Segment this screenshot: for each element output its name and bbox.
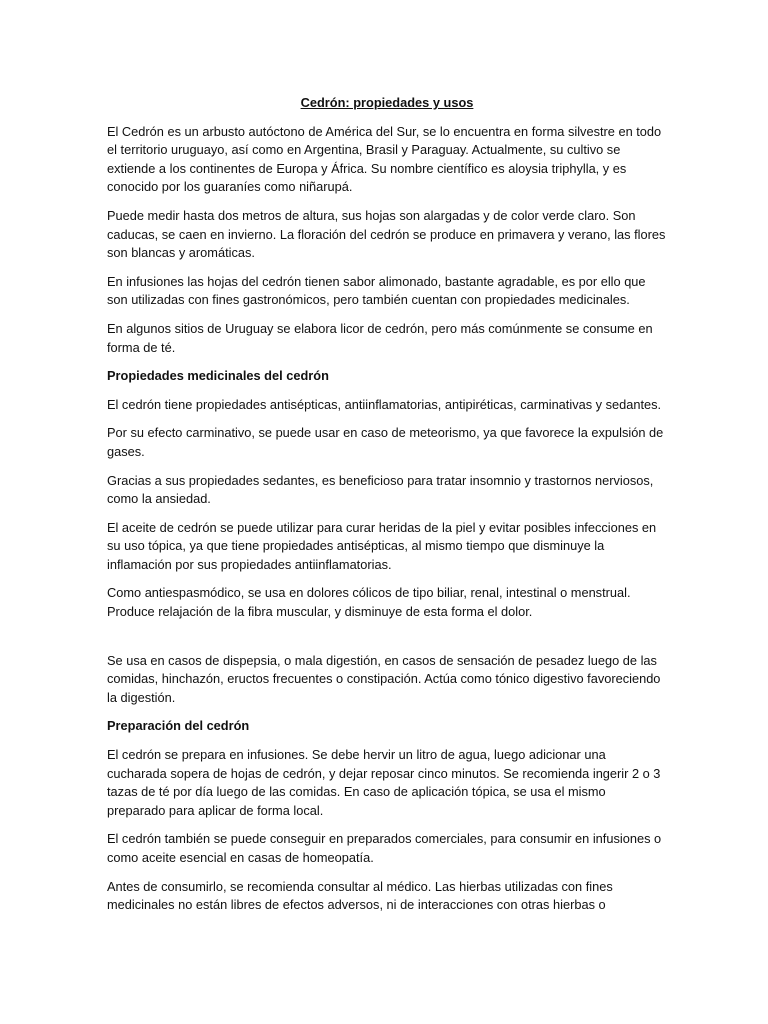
- blank-space: [107, 632, 667, 652]
- paragraph-properties-3: Gracias a sus propiedades sedantes, es beneficioso para tratar insomnio y trastornos nerviosos, como la ansiedad.: [107, 472, 654, 507]
- document-page: [107, 94, 667, 925]
- document-title: Cedrón: propiedades y usos: [300, 95, 474, 110]
- paragraph-properties-2: Por su efecto carminativo, se puede usar en caso de meteorismo, ya que favorece la expulsión de gases.: [107, 425, 664, 459]
- paragraph-properties-4: El aceite de cedrón se puede utilizar para curar heridas de la piel y evitar posibles infecciones en su uso tópica, ya que tiene propiedades antisépticas, al mismo tiempo que disminuye la inflamación por sus propiedades antiinflamatorias.: [107, 519, 657, 572]
- paragraph-properties-1: El cedrón tiene propiedades antisépticas, antiinflamatorias, antipiréticas, carminativas y sedantes.: [107, 396, 662, 412]
- paragraph-preparation-1: El cedrón se prepara en infusiones. Se debe hervir un litro de agua, luego adicionar una cucharada sopera de hojas de cedrón, y dejar reposar cinco minutos. Se recomienda ingerir 2 o 3 tazas de té por día luego de las comidas. En caso de aplicación tópica, se usa el mismo preparado para aplicar de forma local.: [107, 747, 661, 818]
- paragraph-digestion: Se usa en casos de dispepsia, o mala digestión, en casos de sensación de pesadez luego de las comidas, hinchazón, eructos frecuentes o constipación. Actúa como tónico digestivo favoreciendo la digestión.: [107, 652, 661, 705]
- paragraph-properties-5: Como antiespasmódico, se usa en dolores cólicos de tipo biliar, renal, intestinal o menstrual. Produce relajación de la fibra muscular, y disminuye de esta forma el dolor.: [107, 585, 631, 620]
- paragraph-preparation-3: Antes de consumirlo, se recomienda consultar al médico. Las hierbas utilizadas con fines medicinales no están libres de efectos adversos, ni de interacciones con otras hierbas o: [107, 878, 613, 913]
- paragraph-intro-4: En algunos sitios de Uruguay se elabora licor de cedrón, pero más comúnmente se consume en forma de té.: [107, 320, 653, 355]
- paragraph-preparation-2: El cedrón también se puede conseguir en preparados comerciales, para consumir en infusiones o como aceite esencial en casas de homeopatía.: [107, 831, 662, 865]
- section-heading-preparation: Preparación del cedrón: [107, 718, 250, 734]
- paragraph-intro-2: Puede medir hasta dos metros de altura, sus hojas son alargadas y de color verde claro. Son caducas, se caen en invierno. La floración del cedrón se produce en primavera y verano, las flores son blancas y aromáticas.: [107, 207, 666, 261]
- paragraph-intro-3: En infusiones las hojas del cedrón tienen sabor alimonado, bastante agradable, es por ello que son utilizadas con fines gastronómicos, pero también cuentan con propiedades medicinales.: [107, 273, 646, 308]
- paragraph-intro-1: El Cedrón es un arbusto autóctono de América del Sur, se lo encuentra en forma silvestre en todo el territorio uruguayo, así como en Argentina, Brasil y Paraguay. Actualmente, su cultivo se extiende a los continentes de Europa y África. Su nombre científico es aloysia triphylla, y es conocido por los guaraníes como niñarupá.: [107, 123, 662, 195]
- section-heading-properties: Propiedades medicinales del cedrón: [107, 368, 329, 384]
